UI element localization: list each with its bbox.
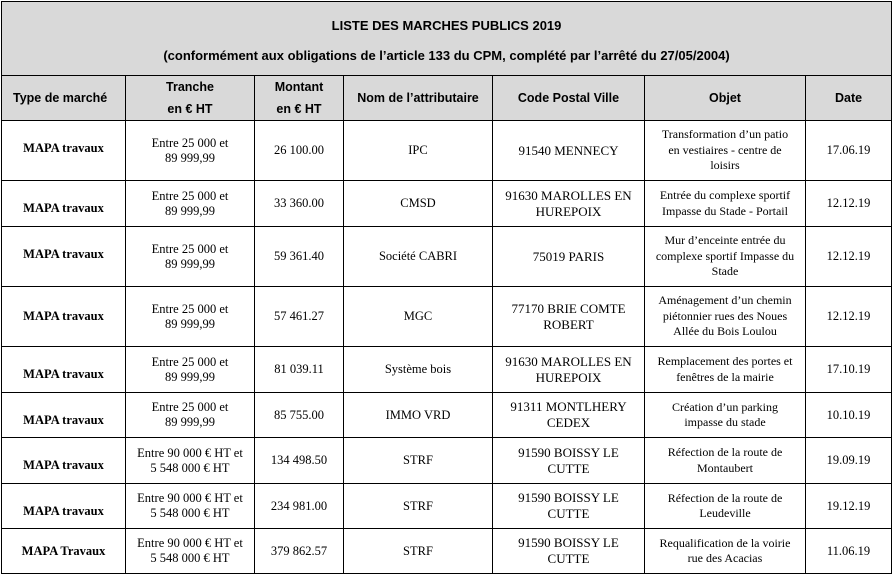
- marches-publics-document: [1, 1, 892, 574]
- cell-objet: [645, 227, 806, 287]
- cell-tranche-line1: Entre 25 000 et: [151, 241, 229, 256]
- col-header-tranche: [126, 76, 255, 121]
- cell-date: 19.12.19: [806, 484, 892, 529]
- cell-objet-line2: piétonnier rues des Noues: [662, 308, 788, 323]
- cell-objet: [645, 287, 806, 347]
- cell-type: MAPA travaux: [2, 393, 126, 438]
- cell-type: MAPA travaux: [2, 347, 126, 393]
- cell-type: MAPA travaux: [2, 227, 126, 287]
- title-row: [2, 2, 892, 76]
- col-header-date: Date: [806, 76, 892, 121]
- cell-objet-line1: Entrée du complexe sportif: [659, 188, 791, 202]
- cell-objet-line3: Stade: [711, 264, 739, 279]
- cell-cp-ville-line2: CUTTE: [547, 506, 590, 521]
- cell-tranche-line2: 89 999,99: [165, 256, 215, 271]
- cell-cp-ville: [493, 121, 645, 181]
- cell-objet-line1: Transformation d’un patio: [661, 127, 789, 142]
- cell-cp-ville-line1: 91630 MAROLLES EN: [505, 353, 632, 369]
- cell-tranche-line1: Entre 90 000 € HT et: [137, 491, 243, 505]
- cell-montant: 85 755.00: [255, 393, 344, 438]
- cell-objet-line2: Montaubert: [697, 460, 753, 475]
- cell-tranche-line2: 89 999,99: [165, 150, 215, 165]
- cell-objet-line1: Réfection de la route de: [667, 490, 783, 505]
- cell-tranche: [126, 347, 255, 393]
- cell-cp-ville: [493, 347, 645, 393]
- cell-objet-line1: Réfection de la route de: [667, 445, 783, 459]
- cell-attributaire: STRF: [344, 438, 493, 484]
- cell-objet-line2: Impasse du Stade - Portail: [662, 203, 788, 218]
- cell-tranche-line2: 89 999,99: [165, 415, 215, 429]
- cell-attributaire: Système bois: [344, 347, 493, 393]
- cell-cp-ville-line2: ROBERT: [543, 316, 594, 332]
- cell-date: 12.12.19: [806, 287, 892, 347]
- cell-tranche-line1: Entre 25 000 et: [151, 301, 229, 316]
- cell-cp-ville-line1: 91590 BOISSY LE: [518, 535, 619, 550]
- cell-cp-ville: [493, 287, 645, 347]
- col-header-montant-line1: Montant: [274, 80, 324, 94]
- cell-cp-ville: [493, 484, 645, 529]
- document-title: LISTE DES MARCHES PUBLICS 2019: [331, 18, 562, 33]
- cell-tranche: [126, 529, 255, 574]
- cell-tranche-line2: 89 999,99: [165, 203, 215, 218]
- cell-tranche: [126, 121, 255, 181]
- cell-cp-ville-line2: HUREPOIX: [535, 369, 602, 385]
- cell-cp-ville: [493, 181, 645, 227]
- cell-cp-ville-line1: 77170 BRIE COMTE: [511, 300, 626, 316]
- cell-tranche-line2: 89 999,99: [165, 369, 215, 384]
- cell-objet: [645, 121, 806, 181]
- table-row: [2, 484, 892, 529]
- cell-tranche-line1: Entre 25 000 et: [151, 135, 229, 150]
- cell-date: 17.06.19: [806, 121, 892, 181]
- col-header-cp-ville: Code Postal Ville: [493, 76, 645, 121]
- cell-tranche-line1: Entre 90 000 € HT et: [137, 445, 243, 460]
- cell-objet-line2: complexe sportif Impasse du: [655, 248, 795, 263]
- col-header-montant-line2: en € HT: [276, 102, 322, 116]
- cell-attributaire: CMSD: [344, 181, 493, 227]
- col-header-objet: Objet: [645, 76, 806, 121]
- cell-attributaire: MGC: [344, 287, 493, 347]
- table-row: [2, 347, 892, 393]
- cell-objet-line2: en vestiaires - centre de: [668, 142, 782, 157]
- header-row: [2, 76, 892, 121]
- cell-objet-line1: Aménagement d’un chemin: [658, 293, 792, 308]
- cell-objet: [645, 484, 806, 529]
- cell-attributaire: IPC: [344, 121, 493, 181]
- cell-date: 19.09.19: [806, 438, 892, 484]
- cell-montant: 33 360.00: [255, 181, 344, 227]
- col-header-tranche-line2: en € HT: [167, 102, 213, 116]
- table-row: [2, 529, 892, 574]
- cell-cp-ville: [493, 438, 645, 484]
- cell-objet-line3: loisirs: [710, 158, 740, 173]
- cell-tranche-line1: Entre 25 000 et: [151, 400, 229, 414]
- table-row: [2, 287, 892, 347]
- table-row: [2, 121, 892, 181]
- cell-objet: [645, 347, 806, 393]
- cell-tranche-line1: Entre 90 000 € HT et: [137, 536, 243, 550]
- cell-type: MAPA travaux: [2, 121, 126, 181]
- cell-tranche: [126, 181, 255, 227]
- cell-cp-ville-line2: CUTTE: [547, 551, 590, 566]
- cell-tranche: [126, 438, 255, 484]
- cell-cp-ville-line2: HUREPOIX: [535, 203, 602, 219]
- marches-table: [1, 1, 892, 574]
- cell-tranche-line1: Entre 25 000 et: [151, 354, 229, 369]
- cell-cp-ville: [493, 529, 645, 574]
- cell-tranche-line2: 5 548 000 € HT: [150, 506, 230, 520]
- cell-objet: [645, 529, 806, 574]
- cell-cp-ville-line1: 91590 BOISSY LE: [518, 444, 619, 460]
- cell-tranche-line2: 5 548 000 € HT: [150, 551, 230, 565]
- cell-tranche-line2: 5 548 000 € HT: [150, 460, 230, 475]
- cell-cp-ville: [493, 227, 645, 287]
- cell-attributaire: STRF: [344, 484, 493, 529]
- table-row: [2, 438, 892, 484]
- cell-objet-line2: Leudeville: [699, 506, 751, 520]
- cell-type: MAPA travaux: [2, 287, 126, 347]
- title-cell: [2, 2, 892, 76]
- cell-tranche-line1: Entre 25 000 et: [151, 188, 229, 203]
- cell-attributaire: Société CABRI: [344, 227, 493, 287]
- cell-objet-line2: fenêtres de la mairie: [676, 369, 774, 384]
- col-header-tranche-line1: Tranche: [166, 80, 214, 94]
- cell-type: MAPA travaux: [2, 484, 126, 529]
- cell-montant: 81 039.11: [255, 347, 344, 393]
- table-row: [2, 181, 892, 227]
- cell-montant: 234 981.00: [255, 484, 344, 529]
- cell-objet-line2: rue des Acacias: [687, 551, 763, 565]
- cell-tranche-line2: 89 999,99: [165, 316, 215, 331]
- cell-tranche: [126, 287, 255, 347]
- col-header-type: Type de marché: [2, 76, 126, 121]
- cell-tranche: [126, 227, 255, 287]
- col-header-montant: [255, 76, 344, 121]
- cell-cp-ville-line2: CUTTE: [547, 460, 590, 476]
- cell-objet-line1: Création d’un parking: [672, 399, 778, 414]
- cell-date: 10.10.19: [806, 393, 892, 438]
- cell-cp-ville-line1: 75019 PARIS: [532, 248, 605, 264]
- cell-attributaire: IMMO VRD: [344, 393, 493, 438]
- cell-objet-line1: Mur d’enceinte entrée du: [664, 233, 786, 248]
- cell-date: 12.12.19: [806, 181, 892, 227]
- cell-attributaire: STRF: [344, 529, 493, 574]
- cell-tranche: [126, 393, 255, 438]
- cell-montant: 379 862.57: [255, 529, 344, 574]
- cell-date: 17.10.19: [806, 347, 892, 393]
- cell-cp-ville-line2: CEDEX: [546, 415, 591, 430]
- cell-date: 11.06.19: [806, 529, 892, 574]
- cell-type: MAPA travaux: [2, 438, 126, 484]
- table-row: [2, 393, 892, 438]
- cell-tranche: [126, 484, 255, 529]
- cell-objet: [645, 181, 806, 227]
- cell-type: MAPA travaux: [2, 181, 126, 227]
- cell-objet-line2: impasse du stade: [684, 415, 766, 429]
- cell-objet: [645, 393, 806, 438]
- cell-cp-ville-line1: 91311 MONTLHERY: [510, 399, 627, 414]
- cell-cp-ville: [493, 393, 645, 438]
- col-header-attributaire: Nom de l’attributaire: [344, 76, 493, 121]
- cell-objet-line3: Allée du Bois Loulou: [673, 324, 777, 339]
- cell-objet-line1: Requalification de la voirie: [659, 535, 791, 550]
- cell-montant: 57 461.27: [255, 287, 344, 347]
- cell-objet: [645, 438, 806, 484]
- cell-cp-ville-line1: 91590 BOISSY LE: [518, 490, 619, 505]
- cell-cp-ville-line1: 91540 MENNECY: [518, 142, 619, 158]
- cell-type: MAPA Travaux: [2, 529, 126, 574]
- document-subtitle: (conformément aux obligations de l’article 133 du CPM, complété par l’arrêté du 27/05/2004): [163, 48, 730, 63]
- cell-montant: 59 361.40: [255, 227, 344, 287]
- table-row: [2, 227, 892, 287]
- cell-date: 12.12.19: [806, 227, 892, 287]
- cell-objet-line1: Remplacement des portes et: [657, 354, 793, 368]
- cell-montant: 134 498.50: [255, 438, 344, 484]
- cell-cp-ville-line1: 91630 MAROLLES EN: [505, 187, 632, 203]
- cell-montant: 26 100.00: [255, 121, 344, 181]
